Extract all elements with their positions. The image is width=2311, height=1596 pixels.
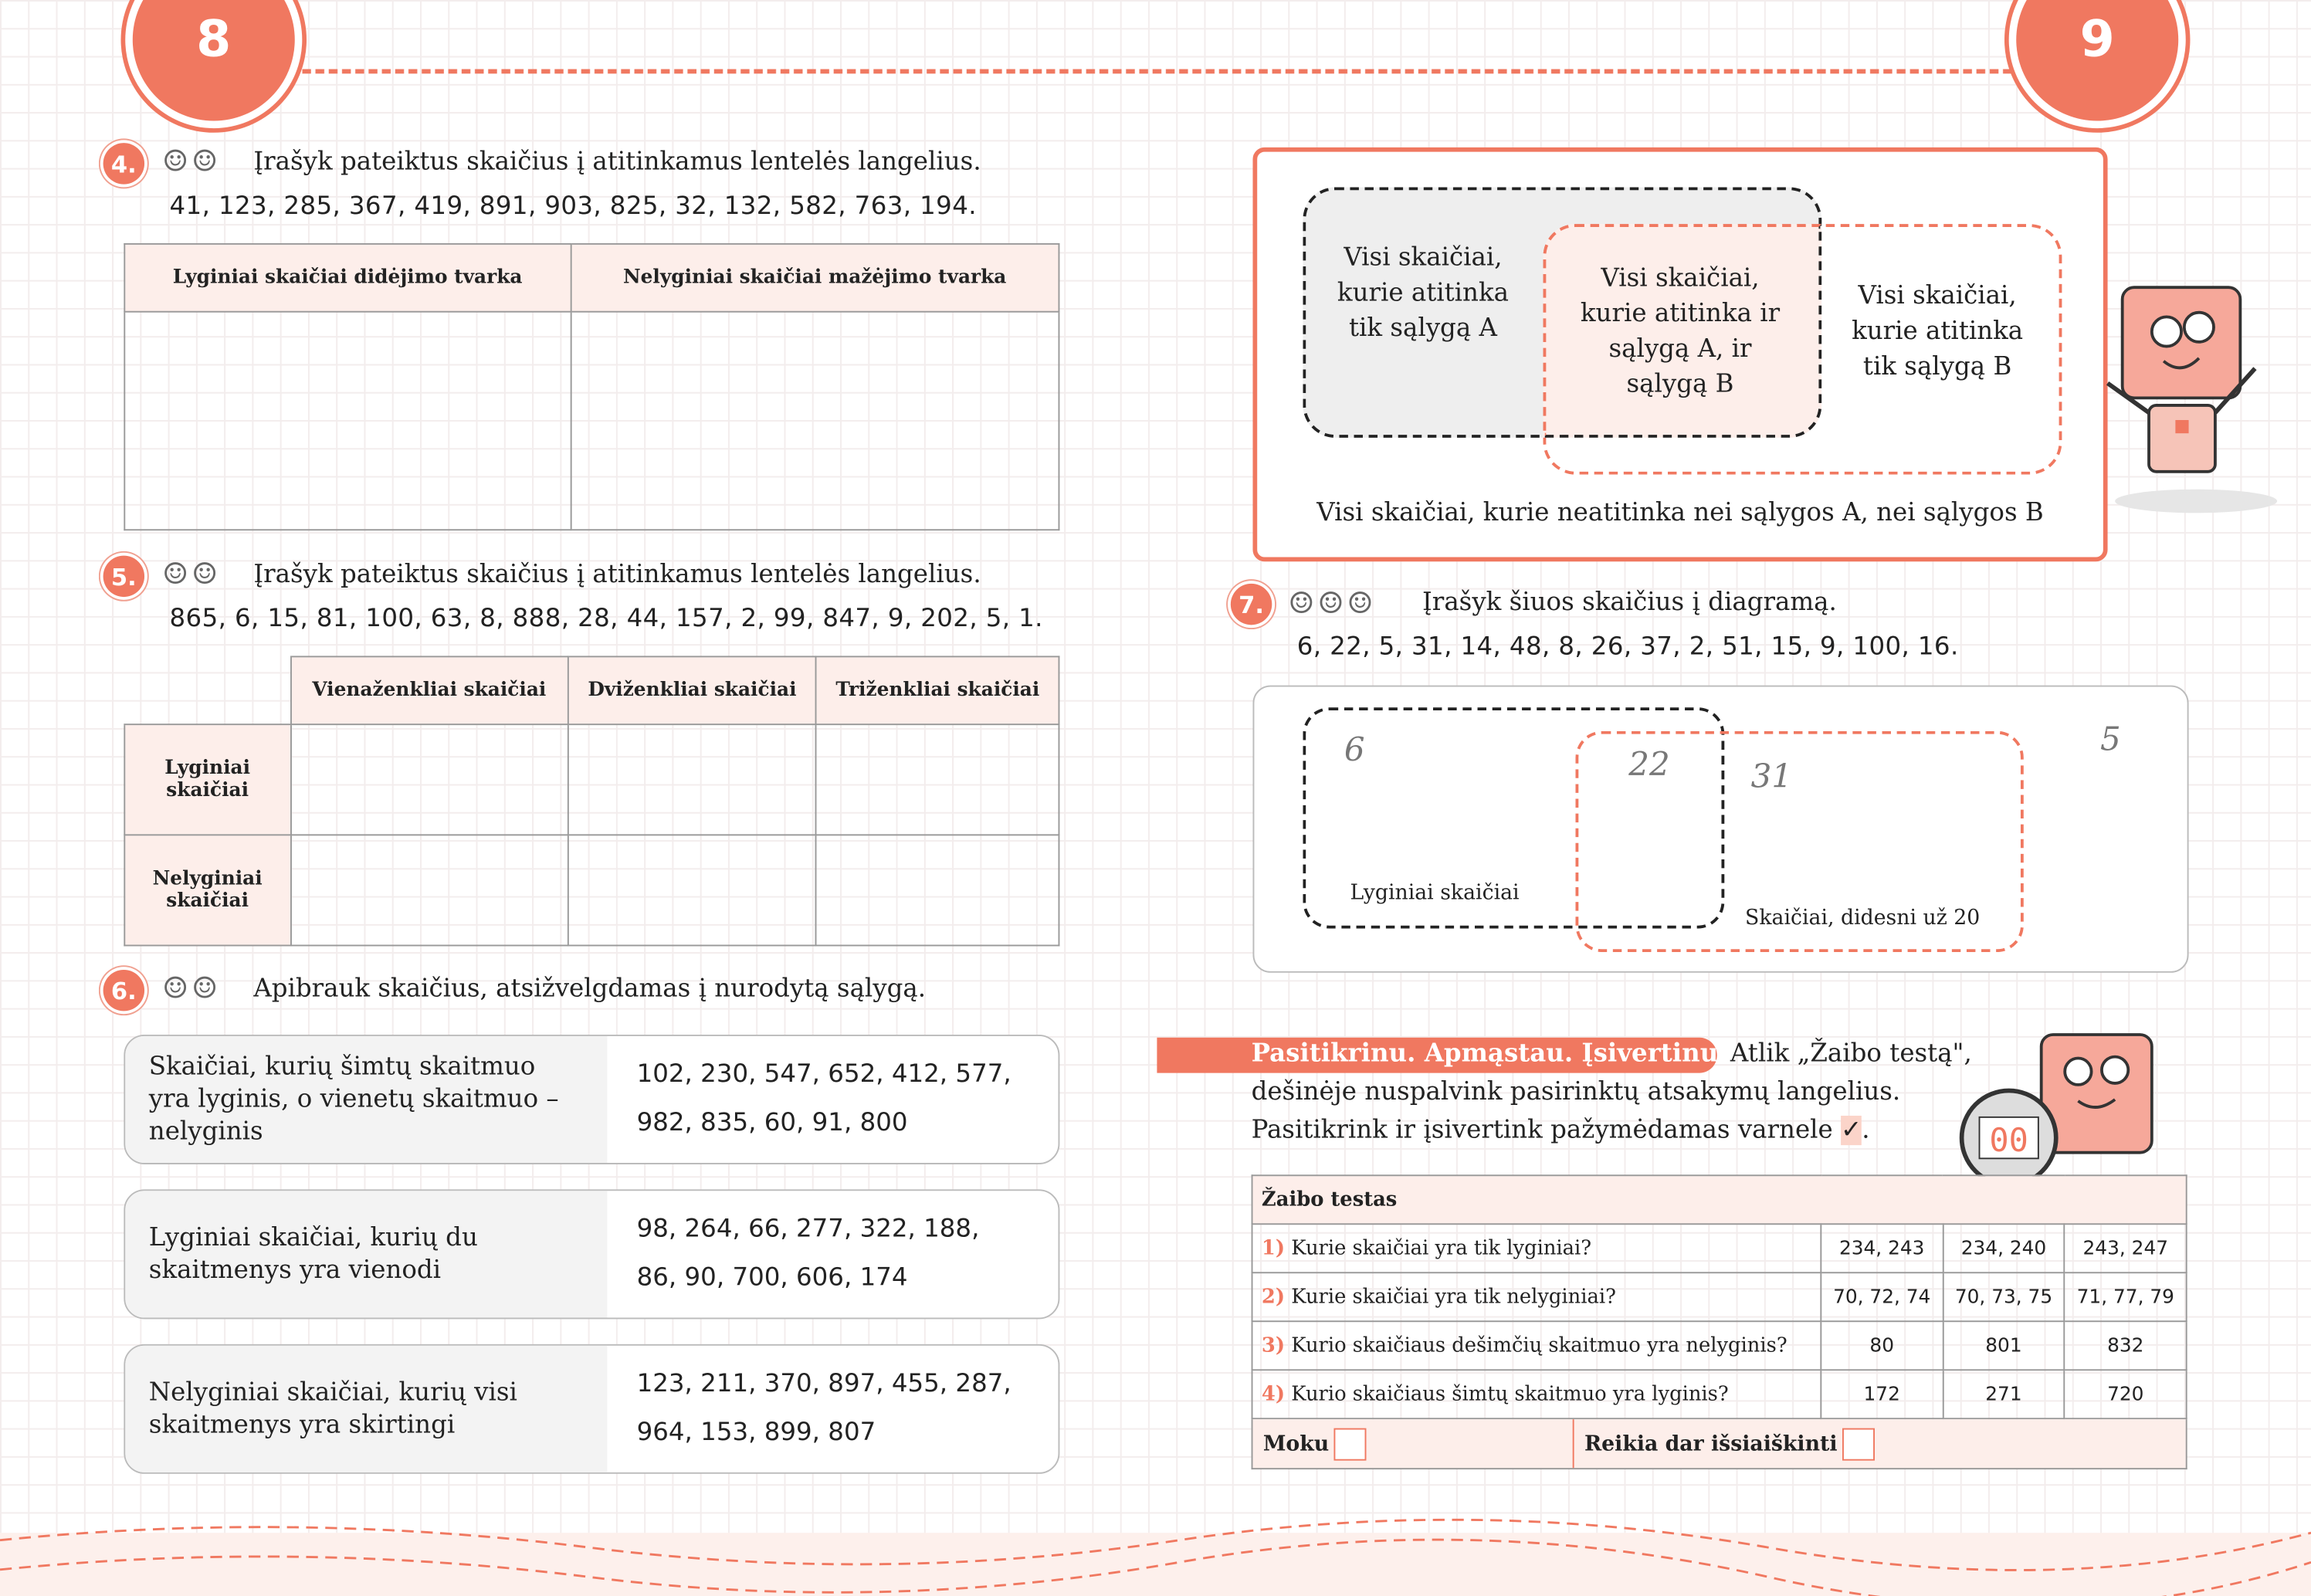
table-digits [124,656,1059,946]
difficulty-icon: ☺☺ [161,143,222,178]
task-title: Įrašyk pateiktus skaičius į atitinkamus lentelės langelius. [253,147,981,178]
answer-option[interactable]: 832 [2065,1321,2187,1370]
row-header: Nelyginiai skaičiai [124,835,290,945]
a-and-b-text: Visi skaičiai, kurie atitinka ir sąlygą A, ir sąlygą B [1580,263,1781,400]
number-list: 41, 123, 285, 367, 419, 891, 903, 825, 32, 132, 582, 763, 194. [169,191,977,222]
question: 1) Kurie skaičiai yra tik lyginiai? [1252,1224,1821,1272]
task-number: 5. [103,556,144,597]
numbers-row[interactable]: 102, 230, 547, 652, 412, 577, [636,1059,1011,1089]
question: 4) Kurio skaičiaus šimtų skaitmuo yra lyginis? [1252,1370,1821,1418]
handwritten-number: 6 [1344,732,1365,770]
answer-cell[interactable] [290,724,568,835]
table-even-odd [124,243,1059,530]
condition-box [124,1035,1059,1164]
row-header: Lyginiai skaičiai [124,724,290,835]
col-header: Vienaženkliai skaičiai [290,656,568,724]
answer-cell[interactable] [816,724,1059,835]
col-header: Dviženkliai skaičiai [568,656,816,724]
neither-text: Visi skaičiai, kurie neatitinka nei sąlygos A, nei sąlygos B [1316,498,2044,528]
task-number: 4. [103,143,144,184]
handwritten-number: 22 [1628,747,1670,784]
condition-text: Skaičiai, kurių šimtų skaitmuo yra lyginis, o vienetų skaitmuo – nelyginis [125,1036,607,1163]
task-title: Apibrauk skaičius, atsižvelgdamas į nurodytą sąlygą. [253,974,927,1004]
answer-cell[interactable] [124,312,571,530]
answer-cell[interactable] [571,312,1059,530]
question: 2) Kurie skaičiai yra tik nelyginiai? [1252,1272,1821,1321]
quiz-title: Žaibo testas [1252,1175,2187,1224]
only-b-text: Visi skaičiai, kurie atitinka tik sąlygą B [1852,281,2024,382]
wave-decoration [0,1503,2311,1596]
col-header: Triženkliai skaičiai [816,656,1059,724]
stopwatch-display: 00 [1989,1120,2028,1159]
difficulty-icon: ☺☺ [161,555,222,591]
set-b-label: Skaičiai, didesni už 20 [1745,906,1981,930]
handwritten-number: 5 [2100,722,2121,760]
task-number: 7. [1231,584,1272,625]
instruction-text: Pasitikrink ir įsivertink pažymėdamas varnele [1251,1115,1833,1146]
col-header: Lyginiai skaičiai didėjimo tvarka [124,244,571,312]
col-header: Nelyginiai skaičiai mažėjimo tvarka [571,244,1059,312]
robot-stopwatch-illustration [1953,1005,2174,1197]
reikia-checkbox[interactable] [1842,1428,1874,1460]
difficulty-icon: ☺☺ [161,969,222,1005]
page-number-right: 9 [2016,0,2178,121]
answer-option[interactable]: 801 [1943,1321,2065,1370]
numbers-row[interactable]: 982, 835, 60, 91, 800 [636,1108,908,1138]
number-list: 865, 6, 15, 81, 100, 63, 8, 888, 28, 44, 157, 2, 99, 847, 9, 202, 5, 1. [169,604,1043,634]
answer-option[interactable]: 71, 77, 79 [2065,1272,2187,1321]
answer-option[interactable]: 234, 243 [1821,1224,1943,1272]
answer-cell[interactable] [290,835,568,945]
quiz-table [1252,1174,2187,1419]
answer-cell[interactable] [568,724,816,835]
set-a-label: Lyginiai skaičiai [1350,881,1520,906]
page-number-left: 8 [133,0,295,121]
condition-text: Lyginiai skaičiai, kurių du skaitmenys yra vienodi [125,1191,607,1317]
condition-text: Nelyginiai skaičiai, kurių visi skaitmenys yra skirtingi [125,1346,607,1472]
handwritten-number: 31 [1750,759,1793,796]
numbers-row[interactable]: 98, 264, 66, 277, 322, 188, [636,1214,980,1245]
answer-cell[interactable] [816,835,1059,945]
reikia-label: Reikia dar išsiaiškinti [1584,1432,1838,1455]
checkmark-icon: ✓ [1841,1115,1862,1146]
moku-checkbox[interactable] [1333,1428,1366,1460]
answer-option[interactable]: 271 [1943,1370,2065,1418]
answer-option[interactable]: 243, 247 [2065,1224,2187,1272]
task-number: 6. [103,970,144,1011]
robot-illustration [2092,266,2284,516]
number-list: 6, 22, 5, 31, 14, 48, 8, 26, 37, 2, 51, 15, 9, 100, 16. [1296,632,1959,662]
only-a-text: Visi skaičiai, kurie atitinka tik sąlygą A [1337,242,1509,344]
numbers-row[interactable]: 964, 153, 899, 807 [636,1418,876,1448]
condition-box [124,1189,1059,1319]
answer-option[interactable]: 172 [1821,1370,1943,1418]
difficulty-icon: ☺☺☺ [1288,585,1377,621]
instruction-line: dešinėje nuspalvink pasirinktų atsakymų langelius. [1251,1077,1901,1107]
banner-text: Pasitikrinu. Apmąstau. Įsivertinu. [1251,1039,1727,1069]
answer-option[interactable]: 80 [1821,1321,1943,1370]
question: 3) Kurio skaičiaus dešimčių skaitmuo yra nelyginis? [1252,1321,1821,1370]
condition-box [124,1344,1059,1474]
answer-option[interactable]: 70, 72, 74 [1821,1272,1943,1321]
instruction-line: Atlik „Žaibo testą", [1730,1039,1972,1069]
numbers-row[interactable]: 123, 211, 370, 897, 455, 287, [636,1369,1011,1399]
moku-label: Moku [1262,1432,1330,1455]
answer-option[interactable]: 720 [2065,1370,2187,1418]
task-title: Įrašyk šiuos skaičius į diagramą. [1422,588,1837,618]
divider [302,69,2011,74]
instruction-line: Pasitikrink ir įsivertink pažymėdamas varnele ✓. [1251,1115,1870,1146]
answer-option[interactable]: 70, 73, 75 [1943,1272,2065,1321]
answer-option[interactable]: 234, 240 [1943,1224,2065,1272]
answer-cell[interactable] [568,835,816,945]
self-assessment-row [1252,1419,2187,1469]
task-title: Įrašyk pateiktus skaičius į atitinkamus lentelės langelius. [253,560,981,590]
numbers-row[interactable]: 86, 90, 700, 606, 174 [636,1262,908,1293]
